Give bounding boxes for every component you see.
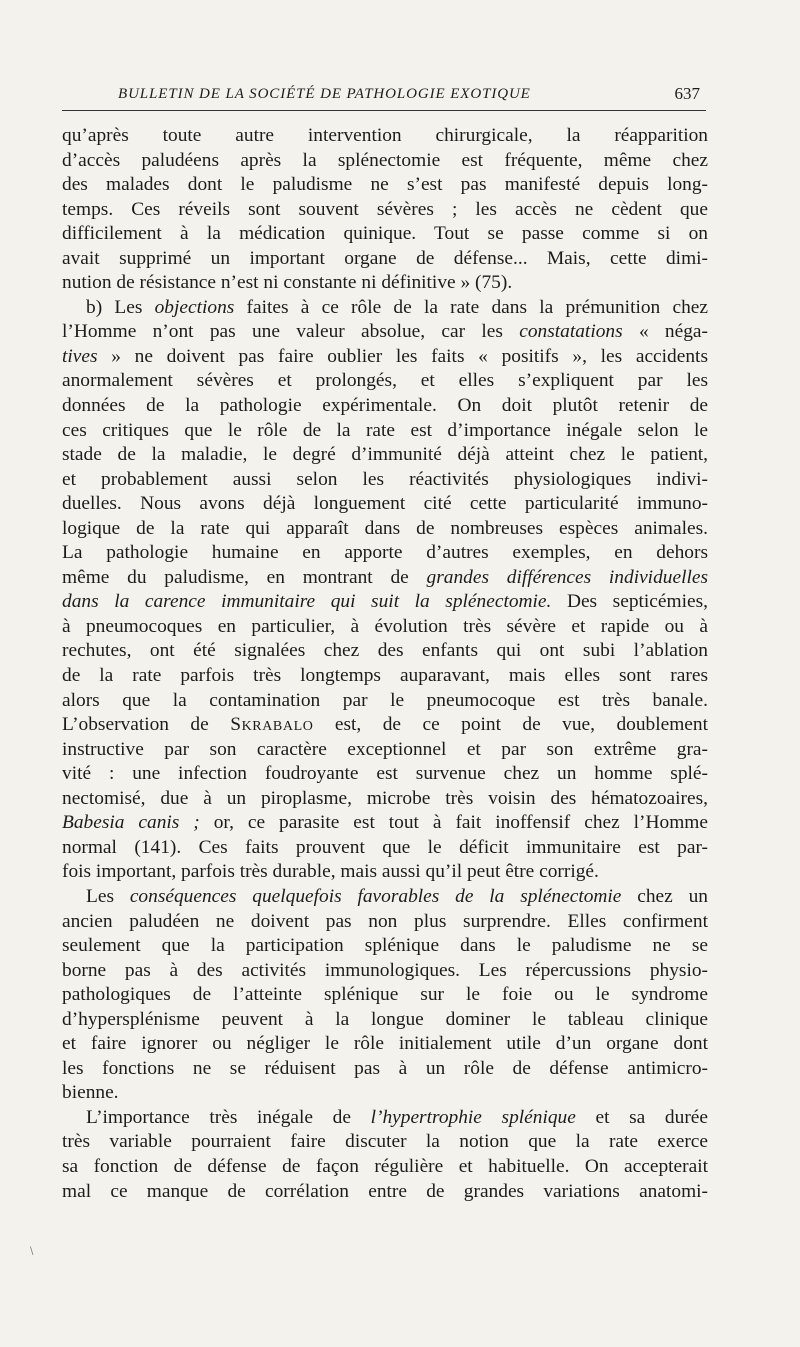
page-number: 637 bbox=[674, 84, 700, 103]
text-line: très variable pourraient faire discuter la notion que la rate exerce bbox=[62, 1131, 708, 1153]
text-line: l’Homme n’ont pas une valeur absolue, car les constatations « néga- bbox=[62, 321, 708, 343]
text-line: des malades dont le paludisme ne s’est pas manifesté depuis long- bbox=[62, 174, 708, 196]
text-line: rechutes, ont été signalées chez des enfants qui ont subi l’ablation bbox=[62, 640, 708, 662]
text-line: bienne. bbox=[62, 1082, 119, 1104]
text-line: d’accès paludéens après la splénectomie est fréquente, même chez bbox=[62, 149, 708, 171]
text-line: temps. Ces réveils sont souvent sévères ; les accès ne cèdent que bbox=[62, 198, 708, 220]
text-line: vité : une infection foudroyante est survenue chez un homme splé- bbox=[62, 763, 708, 785]
author-name: Skrabalo bbox=[230, 714, 314, 736]
text-line: mal ce manque de corrélation entre de grandes variations anatomi- bbox=[62, 1180, 708, 1202]
text-line: L’importance très inégale de l’hypertrophie splénique et sa durée bbox=[86, 1106, 708, 1128]
text-line: fois important, parfois très durable, mais aussi qu’il peut être corrigé. bbox=[62, 861, 599, 883]
text-line: L’observation de Skrabalo est, de ce point de vue, doublement bbox=[62, 714, 708, 736]
text-line: de la rate parfois très longtemps auparavant, mais elles sont rares bbox=[62, 665, 708, 687]
text-line: pathologiques de l’atteinte splénique sur le foie ou le syndrome bbox=[62, 984, 708, 1006]
text-line: b) Les objections faites à ce rôle de la rate dans la prémunition chez bbox=[86, 296, 708, 318]
text-line: données de la pathologie expérimentale. On doit plutôt retenir de bbox=[62, 395, 708, 417]
text-line: instructive par son caractère exceptionnel et par son extrême gra- bbox=[62, 738, 708, 760]
text-line: et faire ignorer ou négliger le rôle initialement utile d’un organe dont bbox=[62, 1033, 708, 1055]
text-line: alors que la contamination par le pneumocoque est très banale. bbox=[62, 689, 708, 711]
text-line: dans la carence immunitaire qui suit la splénectomie. Des septicémies, bbox=[62, 591, 708, 613]
text-line: tives » ne doivent pas faire oublier les faits « positifs », les accidents bbox=[62, 345, 708, 367]
body-text bbox=[62, 124, 708, 1204]
text-line: avait supprimé un important organe de défense... Mais, cette dimi- bbox=[62, 247, 708, 269]
scan-mark: \ bbox=[30, 1246, 34, 1257]
text-line: stade de la maladie, le degré d’immunité déjà atteint chez le patient, bbox=[62, 444, 708, 466]
text-line: d’hypersplénisme peuvent à la longue dominer le tableau clinique bbox=[62, 1008, 708, 1030]
header-rule bbox=[62, 110, 706, 111]
text-line: difficilement à la médication quinique. Tout se passe comme si on bbox=[62, 223, 708, 245]
text-line: Babesia canis ; or, ce parasite est tout à fait inoffensif chez l’Homme bbox=[62, 812, 708, 834]
text-line: nectomisé, due à un piroplasme, microbe très voisin des hématozoaires, bbox=[62, 787, 708, 809]
running-head bbox=[62, 84, 706, 112]
text-line: seulement que la participation splénique dans le paludisme ne se bbox=[62, 935, 708, 957]
text-line: logique de la rate qui apparaît dans de nombreuses espèces animales. bbox=[62, 517, 708, 539]
text-line: même du paludisme, en montrant de grandes différences individuelles bbox=[62, 566, 708, 588]
text-line: ces critiques que le rôle de la rate est d’importance inégale selon le bbox=[62, 419, 708, 441]
text-line: qu’après toute autre intervention chirurgicale, la réapparition bbox=[62, 125, 708, 146]
text-line: ancien paludéen ne doivent pas non plus surprendre. Elles confirment bbox=[62, 910, 708, 932]
text-line: anormalement sévères et prolongés, et elles s’expliquent par les bbox=[62, 370, 708, 392]
text-line: à pneumocoques en particulier, à évolution très sévère et rapide ou à bbox=[62, 615, 708, 637]
text-line: Les conséquences quelquefois favorables de la splénectomie chez un bbox=[86, 885, 708, 907]
running-title: BULLETIN DE LA SOCIÉTÉ DE PATHOLOGIE EXOTIQUE bbox=[118, 86, 531, 102]
text-line: borne pas à des activités immunologiques. Les répercussions physio- bbox=[62, 959, 708, 981]
text-line: normal (141). Ces faits prouvent que le déficit immunitaire est par- bbox=[62, 836, 708, 858]
text-line: sa fonction de défense de façon régulière et habituelle. On accepterait bbox=[62, 1155, 708, 1177]
text-line: les fonctions ne se réduisent pas à un rôle de défense antimicro- bbox=[62, 1057, 708, 1079]
text-line: La pathologie humaine en apporte d’autres exemples, en dehors bbox=[62, 542, 708, 564]
text-line: duelles. Nous avons déjà longuement cité cette particularité immuno- bbox=[62, 493, 708, 515]
text-line: et probablement aussi selon les réactivités physiologiques indivi- bbox=[62, 468, 708, 490]
text-line: nution de résistance n’est ni constante ni définitive » (75). bbox=[62, 272, 513, 294]
